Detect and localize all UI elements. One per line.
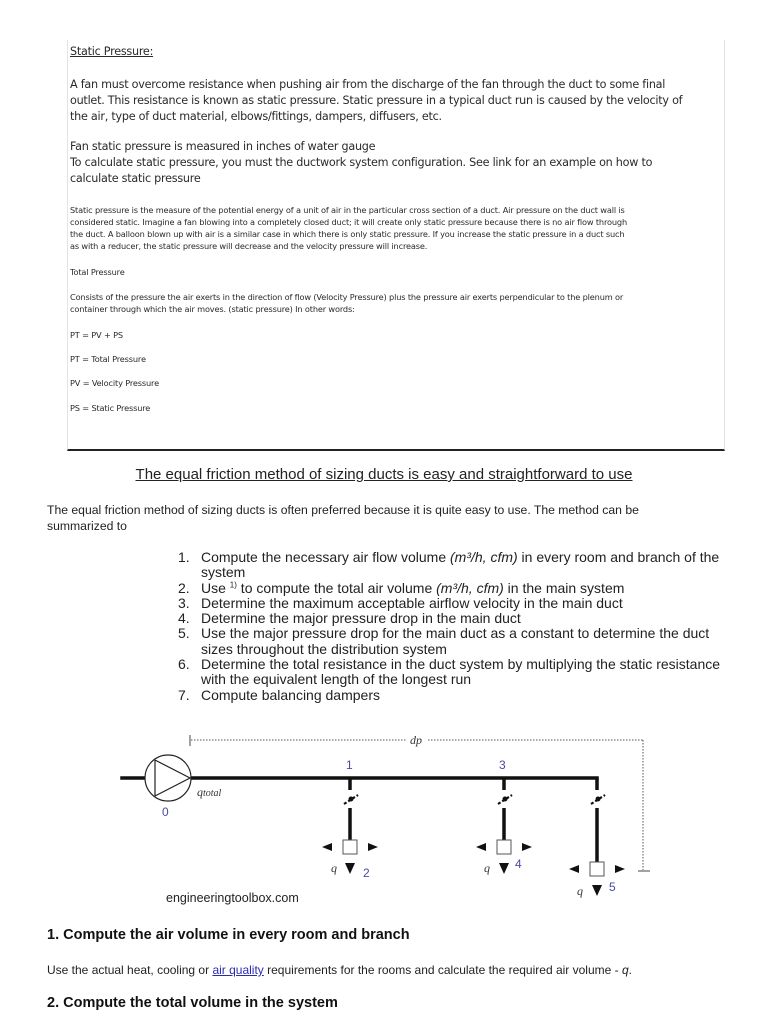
duct-diagram	[110, 728, 670, 913]
step-text: Use the major pressure drop for the main duct as a constant to determine the duct sizes throughout the distribution system	[201, 625, 710, 657]
definition-pt: PT = Total Pressure	[70, 354, 146, 364]
step-item	[178, 550, 723, 581]
node-label-4: 4	[515, 857, 522, 871]
para4-line: container through which the air moves. (static pressure) In other words:	[70, 304, 355, 314]
step-text: in the main system	[503, 579, 625, 596]
dp-label: dp	[407, 733, 425, 748]
static-pressure-title: Static Pressure:	[70, 45, 154, 58]
branch-4	[497, 778, 512, 854]
air-quality-link[interactable]: air quality	[212, 963, 264, 977]
definition-ps: PS = Static Pressure	[70, 403, 151, 413]
q-symbol: q	[197, 785, 203, 799]
step-item	[178, 688, 723, 703]
para1-line: outlet. This resistance is known as static pressure. Static pressure in a typical duct run is caused by the velocity of	[70, 94, 683, 107]
step-item	[178, 611, 723, 626]
step-item	[178, 596, 723, 611]
para1-line: the air, type of duct material, elbows/fittings, dampers, diffusers, etc.	[70, 110, 442, 123]
formula: PT = PV + PS	[70, 330, 123, 340]
step-number: 7.	[178, 686, 190, 703]
step-text: Determine the total resistance in the duct system by multiplying the static resistance with the equivalent length of the longest run	[201, 656, 721, 688]
node-label-2: 2	[363, 866, 370, 880]
para3-line: as with a reducer, the static pressure will decrease and the velocity pressure will increase.	[70, 241, 428, 251]
para2-line: To calculate static pressure, you must the ductwork system configuration. See link for an example on how to	[70, 156, 653, 169]
dp-dimension-line	[190, 735, 650, 871]
step-item	[178, 657, 723, 688]
step-text: Determine the major pressure drop in the main duct	[201, 610, 521, 627]
diagram-credit: engineeringtoolbox.com	[166, 891, 299, 905]
step-number: 4.	[178, 610, 190, 627]
node-label-5: 5	[609, 880, 616, 894]
q-label-5: q	[577, 884, 583, 898]
step-number: 3.	[178, 594, 190, 611]
para2-line: calculate static pressure	[70, 172, 201, 185]
step-text: Compute balancing dampers	[201, 686, 380, 703]
node-label-3: 3	[499, 758, 506, 772]
para3-line: considered static. Imagine a fan blowing into a completely closed duct; it will create only static pressure because there is no air flow through	[70, 217, 627, 227]
para4-line: Consists of the pressure the air exerts in the direction of flow (Velocity Pressure) plus the pressure air exerts perpendicular to the plenum or	[70, 292, 624, 302]
step-text: to compute the total air volume	[236, 579, 437, 596]
section-intro: The equal friction method of sizing ducts is often preferred because it is quite easy to use. The method can be summarized to	[47, 503, 639, 533]
step-number: 2.	[178, 579, 190, 596]
step-unit: (m³/h, cfm)	[450, 549, 518, 565]
steps-list	[178, 550, 723, 703]
q-label-2: q	[331, 861, 337, 875]
branch-5	[590, 778, 605, 876]
para2-line: Fan static pressure is measured in inches of water gauge	[70, 140, 376, 153]
subsection-heading-1: 1. Compute the air volume in every room and branch	[47, 927, 410, 943]
step-unit: (m³/h, cfm)	[436, 579, 504, 596]
static-pressure-box	[67, 40, 725, 451]
step-item	[178, 581, 723, 596]
step-number: 1.	[178, 549, 190, 565]
total-pressure-label: Total Pressure	[70, 267, 125, 277]
para1-line: A fan must overcome resistance when pushing air from the discharge of the fan through the duct to some final	[70, 78, 666, 91]
section-heading: The equal friction method of sizing ducts is easy and straightforward to use	[135, 466, 633, 483]
node-label-0: 0	[162, 805, 169, 819]
step-text: Use	[201, 579, 230, 596]
fan-icon	[145, 755, 191, 801]
step-item	[178, 626, 723, 657]
step-text: Determine the maximum acceptable airflow velocity in the main duct	[201, 594, 623, 611]
q-label-4: q	[484, 861, 490, 875]
definition-pv: PV = Velocity Pressure	[70, 378, 159, 388]
para3-line: Static pressure is the measure of the potential energy of a unit of air in the particular cross section of a duct. Air pressure on the duct wall is	[70, 205, 625, 215]
q-subscript: total	[203, 788, 222, 799]
body-text: Use the actual heat, cooling or	[47, 963, 213, 977]
subsection-body-1	[47, 963, 632, 977]
step-number: 6.	[178, 656, 190, 673]
footnote-ref: 1)	[229, 579, 237, 589]
body-text: .	[628, 963, 632, 977]
q-total-label	[197, 785, 221, 800]
step-number: 5.	[178, 625, 190, 642]
body-text: requirements for the rooms and calculate the required air volume -	[263, 963, 622, 977]
branch-2	[343, 778, 358, 854]
subsection-heading-2: 2. Compute the total volume in the system	[47, 995, 338, 1011]
node-label-1: 1	[346, 758, 353, 772]
step-text: Compute the necessary air flow volume	[201, 549, 450, 565]
q-variable: q	[621, 963, 629, 977]
para3-line: the duct. A balloon blown up with air is a similar case in which there is only static pressure. If you increase the static pressure in a duct such	[70, 229, 625, 239]
duct-diagram-graphic	[110, 728, 670, 913]
step-text: in every room and branch of the system	[201, 549, 720, 581]
